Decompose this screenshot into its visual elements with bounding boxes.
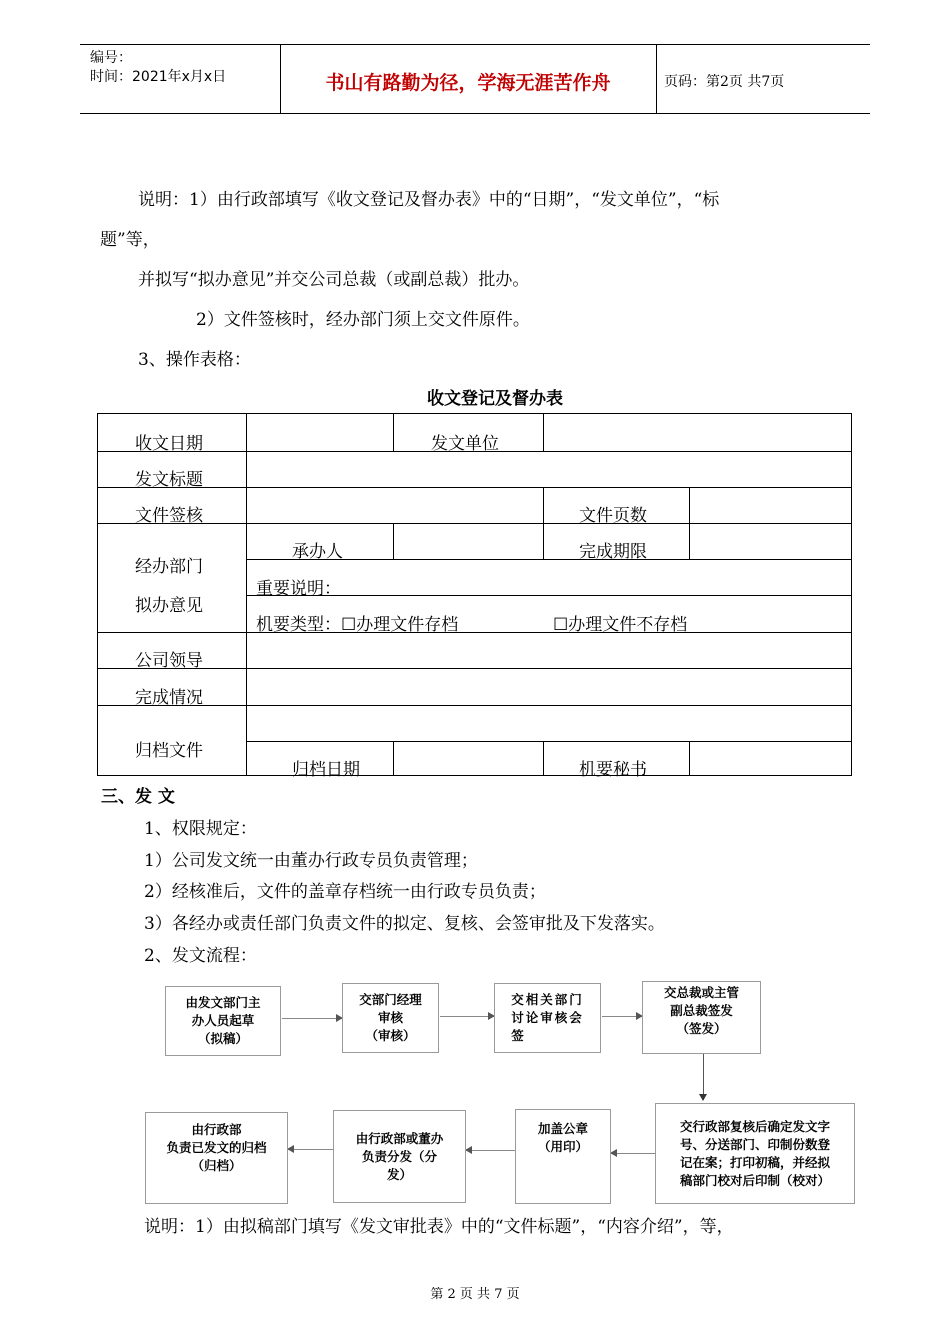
flow-text: 发） (386, 1166, 412, 1182)
label-deadline: 完成期限 (579, 542, 647, 562)
flow-arrow (282, 1018, 342, 1019)
table-rule (98, 487, 852, 488)
flow-text: 交行政部复核后确定发文字 (679, 1118, 830, 1134)
label-secretary: 机要秘书 (579, 760, 647, 780)
flow-text: 稿部门校对后印制（校对） (679, 1172, 830, 1188)
checkbox-archive-label: 办理文件存档 (356, 615, 459, 635)
note-2: 2）文件签核时，经办部门须上交文件原件。 (196, 310, 530, 330)
table-rule (543, 523, 544, 559)
table-rule (393, 414, 394, 451)
flow-text: 讨论审核会 (511, 1010, 584, 1025)
flow-step-proofread (655, 1103, 855, 1204)
flow-text: （审核） (365, 1028, 416, 1043)
table-rule (98, 632, 852, 633)
document-time-label: 时间：2021年x月x日 (90, 69, 227, 85)
flow-step-draft (165, 986, 281, 1056)
note-1-line-3: 并拟写“拟办意见”并交公司总裁（或副总裁）批办。 (138, 270, 530, 290)
flow-text: 交相关部门 (511, 992, 584, 1007)
label-sender-unit: 发文单位 (431, 434, 499, 454)
label-receive-date: 收文日期 (135, 434, 203, 454)
flow-text: （归档） (191, 1158, 242, 1173)
section-3-item-2: 2、发文流程： (144, 946, 257, 966)
item-3: 3、操作表格： (138, 350, 251, 370)
label-important-note: 重要说明： (256, 579, 341, 599)
flow-arrow (611, 1153, 655, 1154)
table-rule (543, 741, 544, 776)
rule-2: 2）经核准后，文件的盖章存档统一由行政专员负责； (144, 882, 546, 902)
document-number-label: 编号： (90, 50, 132, 66)
flow-step-distribute (333, 1110, 466, 1203)
table-rule (393, 741, 394, 776)
flow-text: 签 (511, 1028, 526, 1043)
label-archive-date: 归档日期 (292, 760, 360, 780)
flow-text: 记在案；打印初稿，并经拟 (679, 1154, 830, 1170)
table-rule (98, 523, 852, 524)
section-3-item-1: 1、权限规定： (144, 819, 257, 839)
flow-arrow (288, 1149, 333, 1150)
flow-step-archive (145, 1112, 288, 1204)
rule-3: 3）各经办或责任部门负责文件的拟定、复核、会签审批及下发落实。 (144, 914, 665, 934)
confidential-option-2 (553, 610, 687, 635)
rule-1: 1）公司发文统一由董办行政专员负责管理； (144, 851, 478, 871)
confidential-type-row (256, 610, 458, 635)
note-1-line-2: 题”等， (100, 230, 160, 250)
label-confidential-type: 机要类型： (256, 615, 341, 635)
flow-text: （拟稿） (197, 1031, 248, 1046)
flow-arrow (703, 1054, 704, 1100)
label-handling-dept: 经办部门 (135, 557, 203, 577)
flow-text: 交总裁或主管 (663, 984, 739, 1000)
flow-text: 由发文部门主 (185, 995, 261, 1010)
flow-step-review (342, 983, 439, 1053)
header-motto: 书山有路勤为径，学海无涯苦作舟 (325, 72, 611, 94)
closing-note: 说明：1）由拟稿部门填写《发文审批表》中的“文件标题”，“内容介绍”，等， (144, 1217, 734, 1237)
flow-arrow (440, 1016, 494, 1017)
table-rule (689, 487, 690, 523)
label-handler: 承办人 (292, 542, 343, 562)
table-rule (689, 741, 690, 776)
flow-text: 由行政部或董办 (355, 1130, 444, 1146)
table-rule (246, 741, 852, 742)
flow-arrow (602, 1016, 642, 1017)
table-rule (246, 414, 247, 776)
flow-text: 审核 (377, 1010, 403, 1025)
header-divider (656, 45, 657, 113)
flow-text: 交部门经理 (359, 992, 422, 1007)
page-header (80, 44, 870, 114)
table-rule (543, 414, 544, 451)
table-rule (393, 523, 394, 559)
flow-text: 加盖公章 (537, 1121, 588, 1136)
checkbox-archive[interactable]: ☐ (341, 615, 357, 635)
flow-text: 负责已发文的归档 (166, 1140, 267, 1155)
flow-step-seal (515, 1109, 611, 1204)
checkbox-no-archive[interactable]: ☐ (553, 615, 569, 635)
flow-text: 号、分送部门、印制份数登 (679, 1136, 830, 1152)
form-title: 收文登记及督办表 (427, 389, 563, 409)
receipt-register-table (97, 413, 852, 780)
flow-step-countersign (494, 983, 601, 1053)
note-1-line-1: 说明：1）由行政部填写《收文登记及督办表》中的“日期”，“发文单位”，“标 (138, 190, 720, 210)
flow-arrow (466, 1150, 515, 1151)
table-rule (98, 668, 852, 669)
section-3-heading: 三、发 文 (101, 787, 175, 807)
checkbox-no-archive-label: 办理文件不存档 (568, 615, 688, 635)
flow-text: 由行政部 (191, 1122, 242, 1137)
table-rule (543, 487, 544, 523)
flow-text: 副总裁签发 (670, 1002, 733, 1018)
label-company-leader: 公司领导 (135, 651, 203, 671)
flow-step-sign-issue (642, 981, 761, 1054)
flow-text: （用印） (537, 1139, 588, 1154)
label-doc-signoff: 文件签核 (135, 506, 203, 526)
table-rule (98, 705, 852, 706)
flow-text: 办人员起草 (191, 1013, 255, 1028)
flow-text: （签发） (676, 1020, 727, 1036)
header-page-label: 页码：第2页 共7页 (664, 74, 785, 90)
label-archive-file: 归档文件 (135, 741, 203, 761)
label-doc-title: 发文标题 (135, 470, 203, 490)
label-page-count: 文件页数 (579, 506, 647, 526)
table-rule (689, 523, 690, 559)
label-proposed-opinion: 拟办意见 (135, 596, 203, 616)
page-footer: 第 2 页 共 7 页 (430, 1287, 520, 1302)
label-completion: 完成情况 (135, 688, 203, 708)
header-info (90, 49, 226, 87)
flow-text: 负责分发（分 (361, 1148, 437, 1164)
